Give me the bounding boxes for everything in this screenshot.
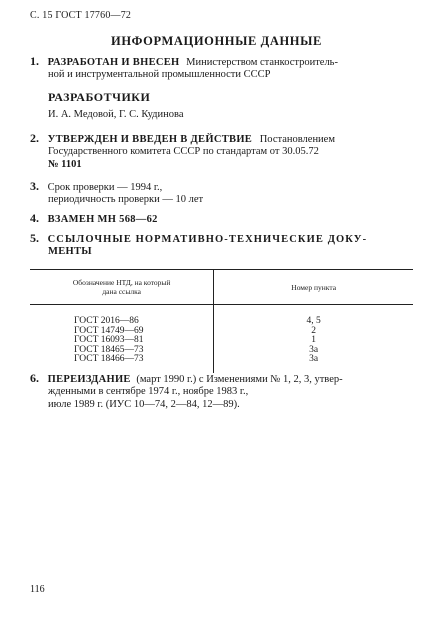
section-3 — [30, 180, 162, 194]
section-1-lead: РАЗРАБОТАН И ВНЕСЕН — [47, 57, 180, 68]
table-row — [30, 305, 413, 327]
table-cell-item: 2 — [311, 325, 317, 336]
table-cell-item: 4, 5 — [306, 316, 321, 326]
section-1-text: Министерством станкостроитель- — [186, 57, 338, 68]
table-cell-doc: ГОСТ 2016—86 — [30, 305, 214, 327]
table-row — [30, 355, 413, 373]
section-6-text-end: июле 1989 г. (ИУС 10—74, 2—84, 12—89). — [48, 399, 240, 410]
section-3-number: 3. — [30, 179, 39, 193]
table-cell-doc: ГОСТ 16093—81 — [30, 336, 214, 346]
section-6-lead: ПЕРЕИЗДАНИЕ — [47, 374, 131, 385]
section-1 — [30, 55, 338, 69]
section-4-number: 4. — [30, 211, 39, 225]
table-header-document-line1: Обозначение НТД, на который — [72, 278, 171, 287]
developers-names: И. А. Медовой, Г. С. Кудинова — [48, 109, 184, 120]
section-5-number: 5. — [30, 231, 39, 245]
section-6-text-cont: жденными в сентябре 1974 г., ноябре 1983 г., — [48, 386, 249, 397]
section-6-text: (март 1990 г.) с Изменениями № 1, 2, 3, утвер- — [136, 374, 343, 385]
table-header-document — [30, 270, 214, 305]
table-cell-item: 3а — [309, 344, 319, 355]
page-number: 116 — [30, 584, 45, 595]
table-cell-doc: ГОСТ 18465—73 — [30, 346, 214, 356]
section-1-text-cont: ной и инструментальной промышленности СССР — [48, 69, 271, 80]
page-header: С. 15 ГОСТ 17760—72 — [30, 10, 132, 21]
reference-table — [30, 269, 413, 373]
section-2-text-cont: Государственного комитета СССР по стандартам от 30.05.72 — [48, 146, 319, 157]
section-1-number: 1. — [30, 54, 39, 68]
table-cell-item: 3а — [309, 354, 319, 364]
section-4-lead: ВЗАМЕН МН 568—62 — [47, 214, 158, 225]
section-2-lead: УТВЕРЖДЕН И ВВЕДЕН В ДЕЙСТВИЕ — [47, 134, 253, 145]
section-4 — [30, 212, 158, 226]
section-6-number: 6. — [30, 371, 39, 385]
section-2 — [30, 132, 335, 146]
section-2-number: 2. — [30, 131, 39, 145]
table-header-item: Номер пункта — [214, 270, 413, 305]
table-cell-doc: ГОСТ 14749—69 — [30, 327, 214, 337]
table-header-document-line2: дана ссылка — [102, 287, 141, 296]
section-3-text-cont: периодичность проверки — 10 лет — [48, 194, 204, 205]
section-5-heading: ССЫЛОЧНЫЕ НОРМАТИВНО-ТЕХНИЧЕСКИЕ ДОКУ- — [47, 234, 368, 245]
developers-heading: РАЗРАБОТЧИКИ — [48, 90, 151, 104]
section-2-text: Постановлением — [259, 134, 335, 145]
section-6 — [30, 372, 343, 386]
table-cell-doc: ГОСТ 18466—73 — [30, 355, 214, 373]
page-title: ИНФОРМАЦИОННЫЕ ДАННЫЕ — [111, 34, 322, 48]
section-5 — [30, 232, 413, 246]
section-3-text: Срок проверки — 1994 г., — [47, 182, 163, 193]
table-header-row — [30, 270, 413, 305]
section-5-heading-cont: МЕНТЫ — [48, 246, 92, 257]
section-2-resolution: № 1101 — [48, 159, 82, 170]
table-cell-item: 1 — [311, 335, 317, 345]
